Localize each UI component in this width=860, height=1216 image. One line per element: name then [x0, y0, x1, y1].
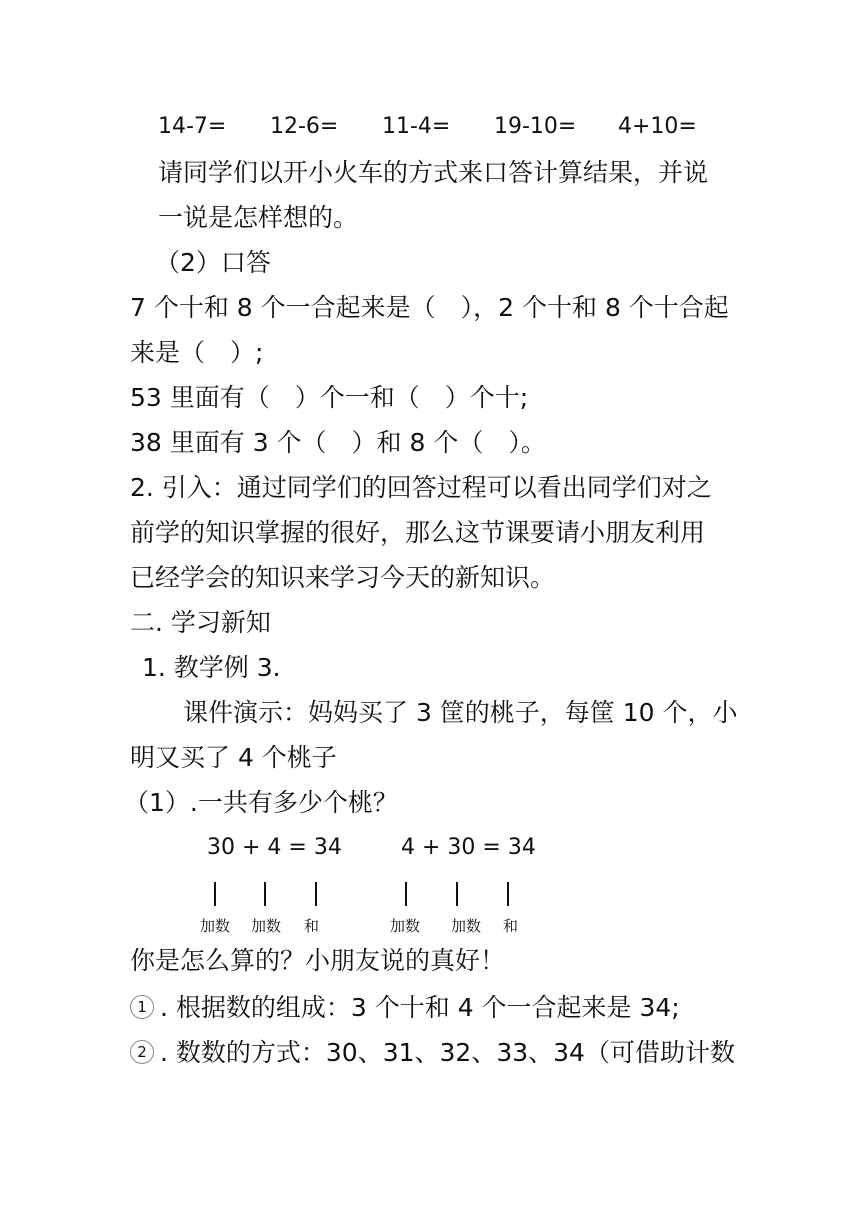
praise-line: 你是怎么算的？小朋友说的真好！ — [130, 946, 506, 975]
oral-question-2: 53 里面有（ ）个一和（ ）个十; — [130, 383, 529, 412]
demo-line-2: 明又买了 4 个桃子 — [130, 743, 337, 772]
intro-line-3: 已经学会的知识来学习今天的新知识。 — [130, 563, 556, 592]
section-title: 二. 学习新知 — [130, 608, 271, 637]
label-addend: 加数 — [200, 917, 231, 935]
instruction-line-2: 一说是怎样想的。 — [158, 203, 359, 232]
tick-mark — [405, 882, 407, 906]
instruction-line-1: 请同学们以开小火车的方式来口答计算结果，并说 — [158, 158, 709, 187]
tick-mark — [315, 882, 317, 906]
exercise-4: 19-10= — [494, 114, 577, 139]
example-title: 1. 教学例 3. — [142, 653, 281, 682]
tick-mark — [456, 882, 458, 906]
equation-1: 30 + 4 = 34 — [207, 835, 342, 860]
oral-question-3: 38 里面有 3 个（ ）和 8 个（ ）。 — [130, 428, 546, 457]
label-addend: 加数 — [451, 917, 482, 935]
method-2 — [130, 1036, 735, 1070]
label-addend: 加数 — [251, 917, 282, 935]
method-2-text: . 数数的方式：30、31、32、33、34（可借助计数 — [160, 1038, 735, 1067]
intro-line-2: 前学的知识掌握的很好，那么这节课要请小朋友利用 — [130, 518, 706, 547]
demo-line-1: 课件演示：妈妈买了 3 筐的桃子，每筐 10 个，小 — [183, 698, 738, 727]
intro-line-1: 2. 引入：通过同学们的回答过程可以看出同学们对之 — [130, 473, 712, 502]
tick-mark — [264, 882, 266, 906]
oral-heading: （2）口答 — [155, 248, 271, 277]
exercise-1: 14-7= — [158, 114, 227, 139]
question: （1）.一共有多少个桃？ — [124, 788, 398, 817]
label-sum: 和 — [503, 917, 519, 935]
method-1-text: . 根据数的组成：3 个十和 4 个一合起来是 34; — [160, 993, 680, 1022]
exercise-3: 11-4= — [382, 114, 451, 139]
circled-number: 2 — [130, 1040, 154, 1064]
exercise-5: 4+10= — [618, 114, 697, 139]
equation-2: 4 + 30 = 34 — [401, 835, 536, 860]
oral-question-1a: 7 个十和 8 个一合起来是（ ），2 个十和 8 个十合起 — [130, 293, 729, 322]
label-sum: 和 — [304, 917, 320, 935]
circled-number: 1 — [130, 995, 154, 1019]
oral-question-1b: 来是（ ）; — [130, 338, 264, 367]
method-1 — [130, 991, 680, 1025]
tick-mark — [507, 882, 509, 906]
exercise-2: 12-6= — [270, 114, 339, 139]
label-addend: 加数 — [390, 917, 421, 935]
tick-mark — [214, 882, 216, 906]
